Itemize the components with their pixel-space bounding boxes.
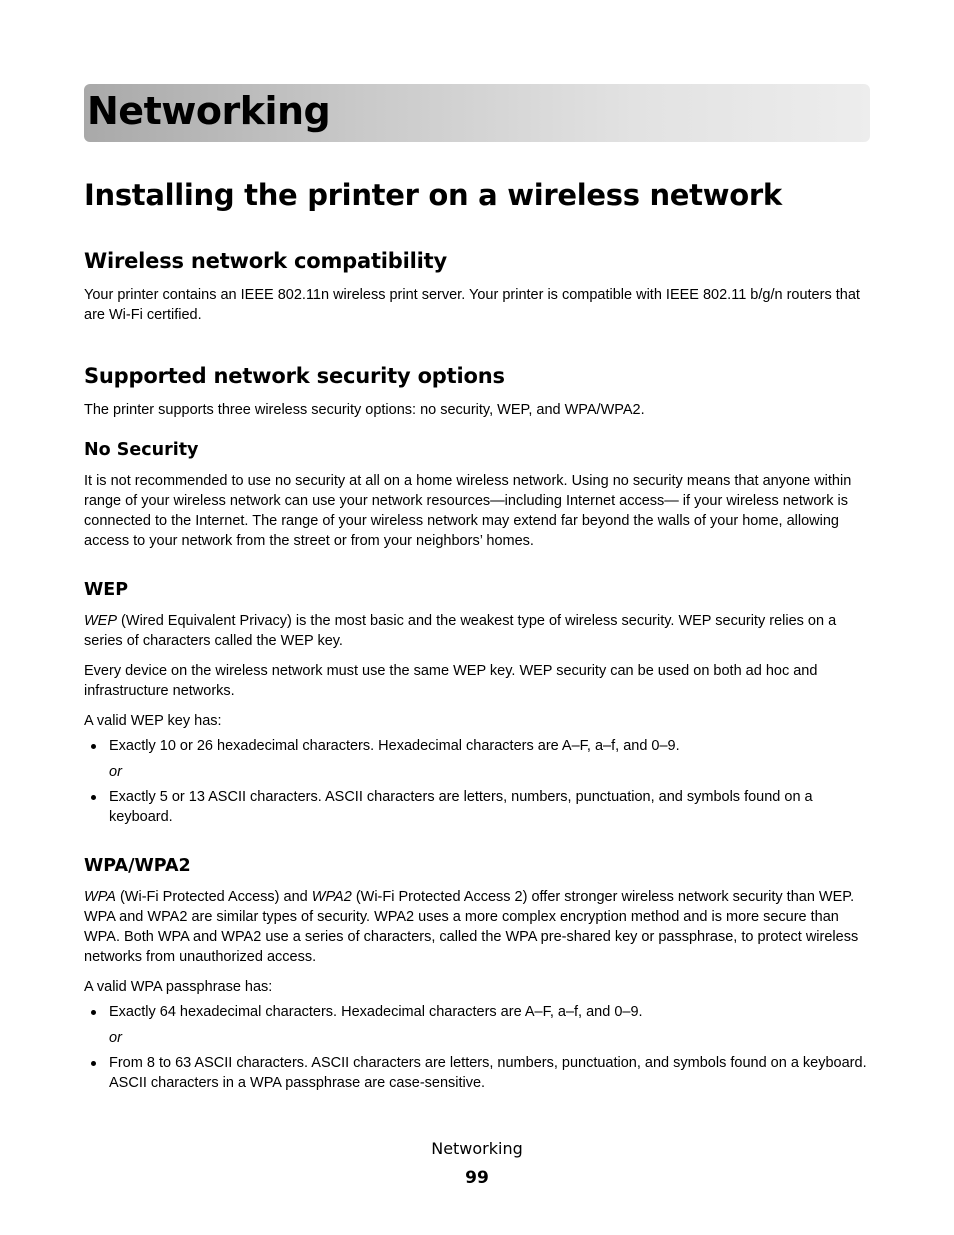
bullet-icon [91, 1061, 96, 1066]
wpa-term: WPA [84, 889, 116, 905]
wpa2-term: WPA2 [311, 889, 352, 905]
security-heading: Supported network security options [84, 364, 505, 388]
wep-key-list [84, 736, 870, 756]
compatibility-heading: Wireless network compatibility [84, 249, 447, 273]
section-title: Installing the printer on a wireless network [84, 178, 782, 212]
list-item [84, 1002, 870, 1022]
wpa-bullet-1: Exactly 64 hexadecimal characters. Hexadecimal characters are A–F, a–f, and 0–9. [109, 1004, 643, 1020]
footer-label: Networking [431, 1139, 523, 1158]
wep-bullet-2: Exactly 5 or 13 ASCII characters. ASCII characters are letters, numbers, punctuation, and symbols found on a keyboard. [109, 789, 813, 825]
wep-para-1 [84, 611, 870, 651]
bullet-icon [91, 795, 96, 800]
wep-key-list-2 [84, 787, 870, 827]
wpa-para-1 [84, 887, 870, 967]
chapter-title: Networking [87, 89, 331, 133]
list-item [84, 736, 870, 756]
wpa-key-list-2 [84, 1053, 870, 1093]
wep-para-2: Every device on the wireless network must use the same WEP key. WEP security can be used on both ad hoc and infrastructure networks. [84, 663, 818, 699]
list-item [84, 1053, 870, 1093]
wep-para-1-text: (Wired Equivalent Privacy) is the most basic and the weakest type of wireless security. WEP security relies on a series of characters called the WEP key. [84, 613, 837, 649]
wep-heading: WEP [84, 580, 129, 600]
wpa-para-1-text: (Wi-Fi Protected Access 2) offer stronger wireless network security than WEP. WPA and WPA2 are similar types of security. WPA2 uses a more complex encryption method and is more secure than WPA. Both WPA and WPA2 use a series of characters, called the WPA pre-shared key or passphrase, to protect wireless networks from unauthorized access. [84, 889, 859, 965]
chapter-banner [84, 84, 870, 142]
wpa-mid-text: (Wi-Fi Protected Access) and [115, 889, 312, 905]
wpa-key-intro: A valid WPA passphrase has: [84, 979, 273, 995]
list-item [84, 787, 870, 827]
page-footer [0, 1138, 954, 1189]
bullet-icon [91, 1010, 96, 1015]
security-intro: The printer supports three wireless security options: no security, WEP, and WPA/WPA2. [84, 402, 645, 418]
wpa-or: or [109, 1030, 122, 1046]
wpa-heading: WPA/WPA2 [84, 856, 191, 876]
compatibility-body: Your printer contains an IEEE 802.11n wireless print server. Your printer is compatible with IEEE 802.11 b/g/n routers that are Wi-Fi certified. [84, 287, 860, 323]
page-content [84, 84, 870, 1093]
bullet-icon [91, 744, 96, 749]
wpa-key-list [84, 1002, 870, 1022]
no-security-heading: No Security [84, 440, 199, 460]
no-security-body: It is not recommended to use no security at all on a home wireless network. Using no security means that anyone within range of your wireless network can use your network resources—including Internet access— if your wireless network is connected to the Internet. The range of your wireless network may extend far beyond the walls of your home, allowing access to your network from the street or from your neighbors’ homes. [84, 473, 852, 549]
wep-term: WEP [84, 613, 118, 629]
wep-key-intro: A valid WEP key has: [84, 713, 222, 729]
page-number: 99 [465, 1168, 489, 1188]
wep-or: or [109, 764, 122, 780]
wep-bullet-1: Exactly 10 or 26 hexadecimal characters. Hexadecimal characters are A–F, a–f, and 0–9. [109, 738, 680, 754]
wpa-bullet-2: From 8 to 63 ASCII characters. ASCII characters are letters, numbers, punctuation, and symbols found on a keyboard. ASCII characters in a WPA passphrase are case-sensitive. [109, 1055, 867, 1091]
